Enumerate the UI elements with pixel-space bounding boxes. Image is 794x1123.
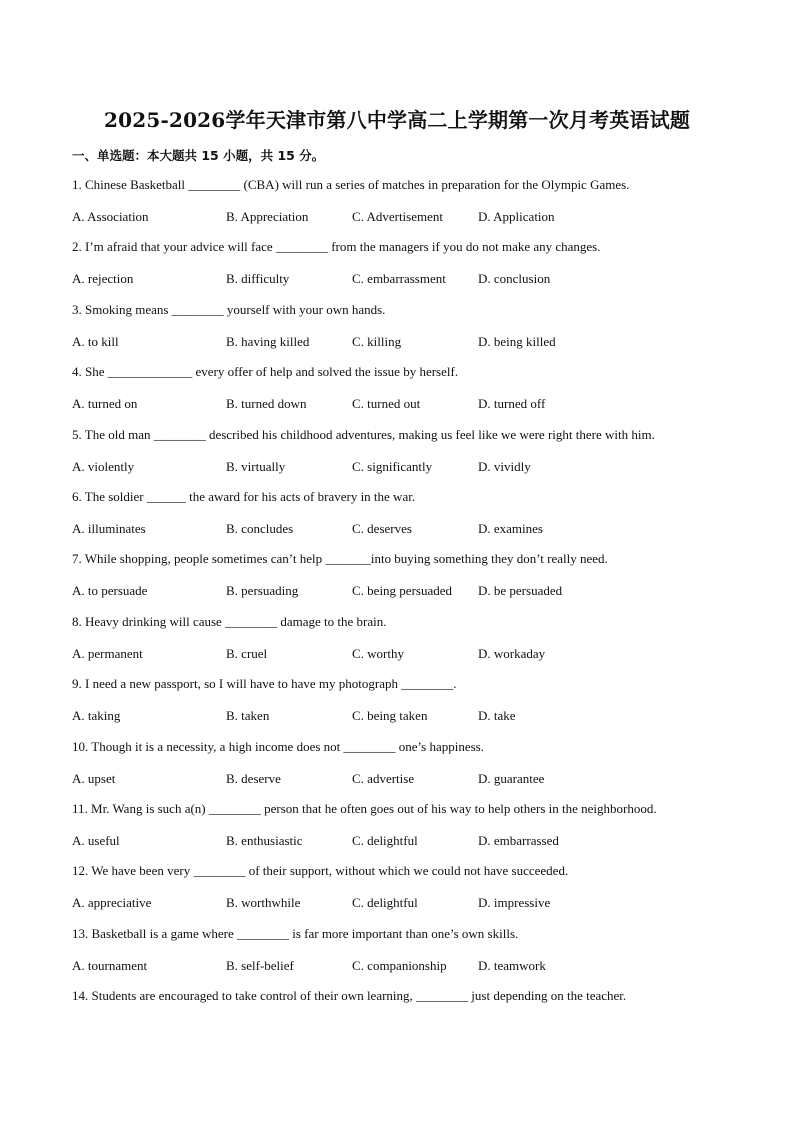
option-a: A. appreciative xyxy=(72,895,152,911)
question-stem: 14. Students are encouraged to take control of their own learning, ________ just depending on the teacher. xyxy=(72,988,627,1004)
option-row xyxy=(72,209,692,225)
option-c: C. being persuaded xyxy=(352,583,453,599)
option-row xyxy=(72,583,692,599)
option-b: B. persuading xyxy=(226,583,299,599)
option-b: B. taken xyxy=(226,708,270,724)
option-b: B. Appreciation xyxy=(226,209,309,224)
question-stem: 7. While shopping, people sometimes can’t help _______into buying something they don’t really need. xyxy=(72,551,608,567)
option-c: C. delightful xyxy=(352,895,418,911)
option-a: A. Association xyxy=(72,209,149,224)
option-a: A. turned on xyxy=(72,396,138,412)
question-stem: 11. Mr. Wang is such a(n) ________ person that he often goes out of his way to help others in the neighborhood. xyxy=(72,801,657,816)
option-b: B. having killed xyxy=(226,333,310,349)
question-stem: 1. Chinese Basketball ________ (CBA) will run a series of matches in preparation for the Olympic Games. xyxy=(72,177,630,192)
option-b: B. worthwhile xyxy=(226,895,301,911)
option-d: D. be persuaded xyxy=(478,583,563,599)
question-stem: 13. Basketball is a game where ________ is far more important than one’s own skills. xyxy=(72,925,519,941)
option-b: B. virtually xyxy=(226,458,286,474)
question-stem: 2. I’m afraid that your advice will face ________ from the managers if you do not make any changes. xyxy=(72,239,601,255)
option-b: B. concludes xyxy=(226,521,294,536)
question-stem: 12. We have been very ________ of their support, without which we could not have succeeded. xyxy=(72,863,569,879)
option-d: D. vividly xyxy=(478,458,531,474)
option-a: A. illuminates xyxy=(72,521,146,536)
question-stem: 8. Heavy drinking will cause ________ damage to the brain. xyxy=(72,613,387,629)
option-row xyxy=(72,334,692,350)
option-d: D. take xyxy=(478,708,516,724)
option-a: A. upset xyxy=(72,770,116,786)
option-c: C. advertise xyxy=(352,770,415,786)
option-d: D. teamwork xyxy=(478,957,546,973)
section-heading: 一、单选题：本大题共 15 小题，共 15 分。 xyxy=(72,148,325,163)
option-c: C. significantly xyxy=(352,458,433,474)
option-a: A. to persuade xyxy=(72,583,148,599)
option-row xyxy=(72,459,692,475)
question-stem: 9. I need a new passport, so I will have to have my photograph ________. xyxy=(72,676,457,692)
option-d: D. embarrassed xyxy=(478,833,559,848)
option-row xyxy=(72,271,692,287)
option-b: B. cruel xyxy=(226,645,268,661)
option-c: C. embarrassment xyxy=(352,271,446,287)
option-row xyxy=(72,708,692,724)
option-b: B. self-belief xyxy=(226,957,294,973)
exam-title: 2025-2026学年天津市第八中学高二上学期第一次月考英语试题 xyxy=(103,108,691,132)
option-c: C. turned out xyxy=(352,396,421,412)
option-b: B. enthusiastic xyxy=(226,833,303,848)
option-c: C. deserves xyxy=(352,521,412,536)
option-b: B. turned down xyxy=(226,396,307,412)
option-b: B. deserve xyxy=(226,770,281,786)
option-c: C. delightful xyxy=(352,833,418,848)
option-b: B. difficulty xyxy=(226,271,290,287)
option-c: C. Advertisement xyxy=(352,209,443,224)
option-d: D. impressive xyxy=(478,895,551,911)
option-a: A. permanent xyxy=(72,645,143,661)
option-c: C. being taken xyxy=(352,708,428,724)
option-row xyxy=(72,958,692,974)
option-d: D. examines xyxy=(478,521,543,536)
option-d: D. workaday xyxy=(478,645,546,661)
option-d: D. turned off xyxy=(478,396,546,412)
option-d: D. Application xyxy=(478,209,555,224)
question-stem: 5. The old man ________ described his childhood adventures, making us feel like we were right there with him. xyxy=(72,426,655,442)
option-c: C. companionship xyxy=(352,957,447,973)
question-stem: 6. The soldier ______ the award for his acts of bravery in the war. xyxy=(72,489,416,504)
option-a: A. violently xyxy=(72,458,135,474)
option-d: D. guarantee xyxy=(478,770,545,786)
option-a: A. rejection xyxy=(72,271,134,287)
option-c: C. worthy xyxy=(352,645,404,661)
option-a: A. useful xyxy=(72,833,120,848)
option-row xyxy=(72,396,692,412)
option-row xyxy=(72,895,692,911)
option-d: D. conclusion xyxy=(478,271,551,287)
question-stem: 4. She _____________ every offer of help and solved the issue by herself. xyxy=(72,364,459,380)
option-a: A. to kill xyxy=(72,333,119,349)
option-c: C. killing xyxy=(352,333,402,349)
option-a: A. taking xyxy=(72,708,121,724)
question-stem: 10. Though it is a necessity, a high income does not ________ one’s happiness. xyxy=(72,738,484,754)
option-row xyxy=(72,833,692,849)
option-row xyxy=(72,771,692,787)
option-d: D. being killed xyxy=(478,333,556,349)
option-a: A. tournament xyxy=(72,957,148,973)
option-row xyxy=(72,521,692,537)
question-stem: 3. Smoking means ________ yourself with your own hands. xyxy=(72,301,386,317)
option-row xyxy=(72,646,692,662)
